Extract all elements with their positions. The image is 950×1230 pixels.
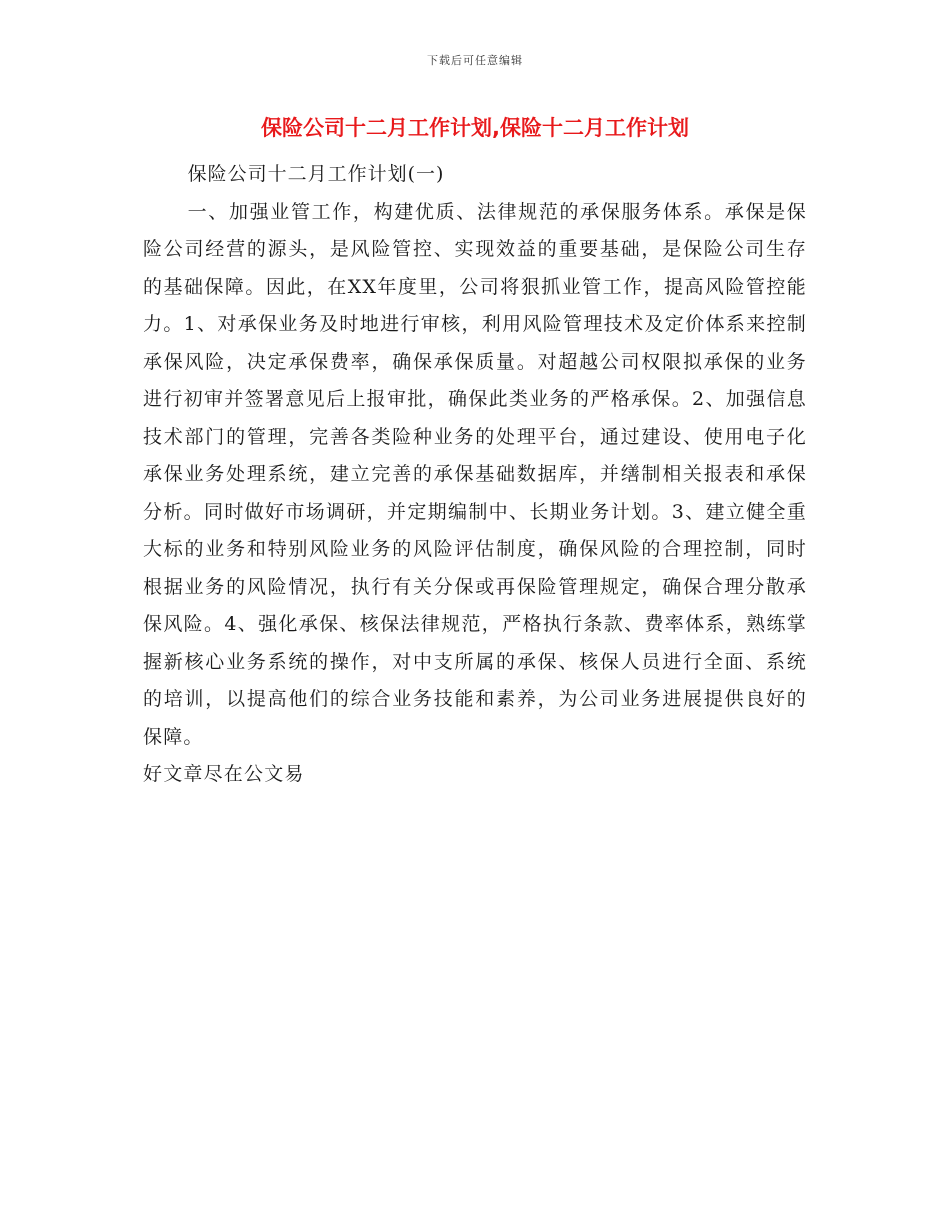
body-paragraph: 一、加强业管工作，构建优质、法律规范的承保服务体系。承保是保险公司经营的源头，是风险管控、实现效益的重要基础，是保险公司生存的基础保障。因此，在XX年度里，公司将狠抓业管工作，提高风险管控能力。1、对承保业务及时地进行审核，利用风险管理技术及定价体系来控制承保风险，决定承保费率，确保承保质量。对超越公司权限拟承保的业务进行初审并签署意见后上报审批，确保此类业务的严格承保。2、加强信息技术部门的管理，完善各类险种业务的处理平台，通过建设、使用电子化承保业务处理系统，建立完善的承保基础数据库，并缮制相关报表和承保分析。同时做好市场调研，并定期编制中、长期业务计划。3、建立健全重大标的业务和特别风险业务的风险评估制度，确保风险的合理控制，同时根据业务的风险情况，执行有关分保或再保险管理规定，确保合理分散承保风险。4、强化承保、核保法律规范，严格执行条款、费率体系，熟练掌握新核心业务系统的操作，对中支所属的承保、核保人员进行全面、系统的培训，以提高他们的综合业务技能和素养，为公司业务进展提供良好的保障。 xyxy=(143,200,807,748)
document-subtitle: 保险公司十二月工作计划(一) xyxy=(187,163,445,185)
closing-line: 好文章尽在公文易 xyxy=(143,763,305,785)
page-header-note: 下载后可任意编辑 xyxy=(427,54,523,67)
document-body xyxy=(143,156,807,794)
document-title: 保险公司十二月工作计划,保险十二月工作计划 xyxy=(261,116,689,140)
